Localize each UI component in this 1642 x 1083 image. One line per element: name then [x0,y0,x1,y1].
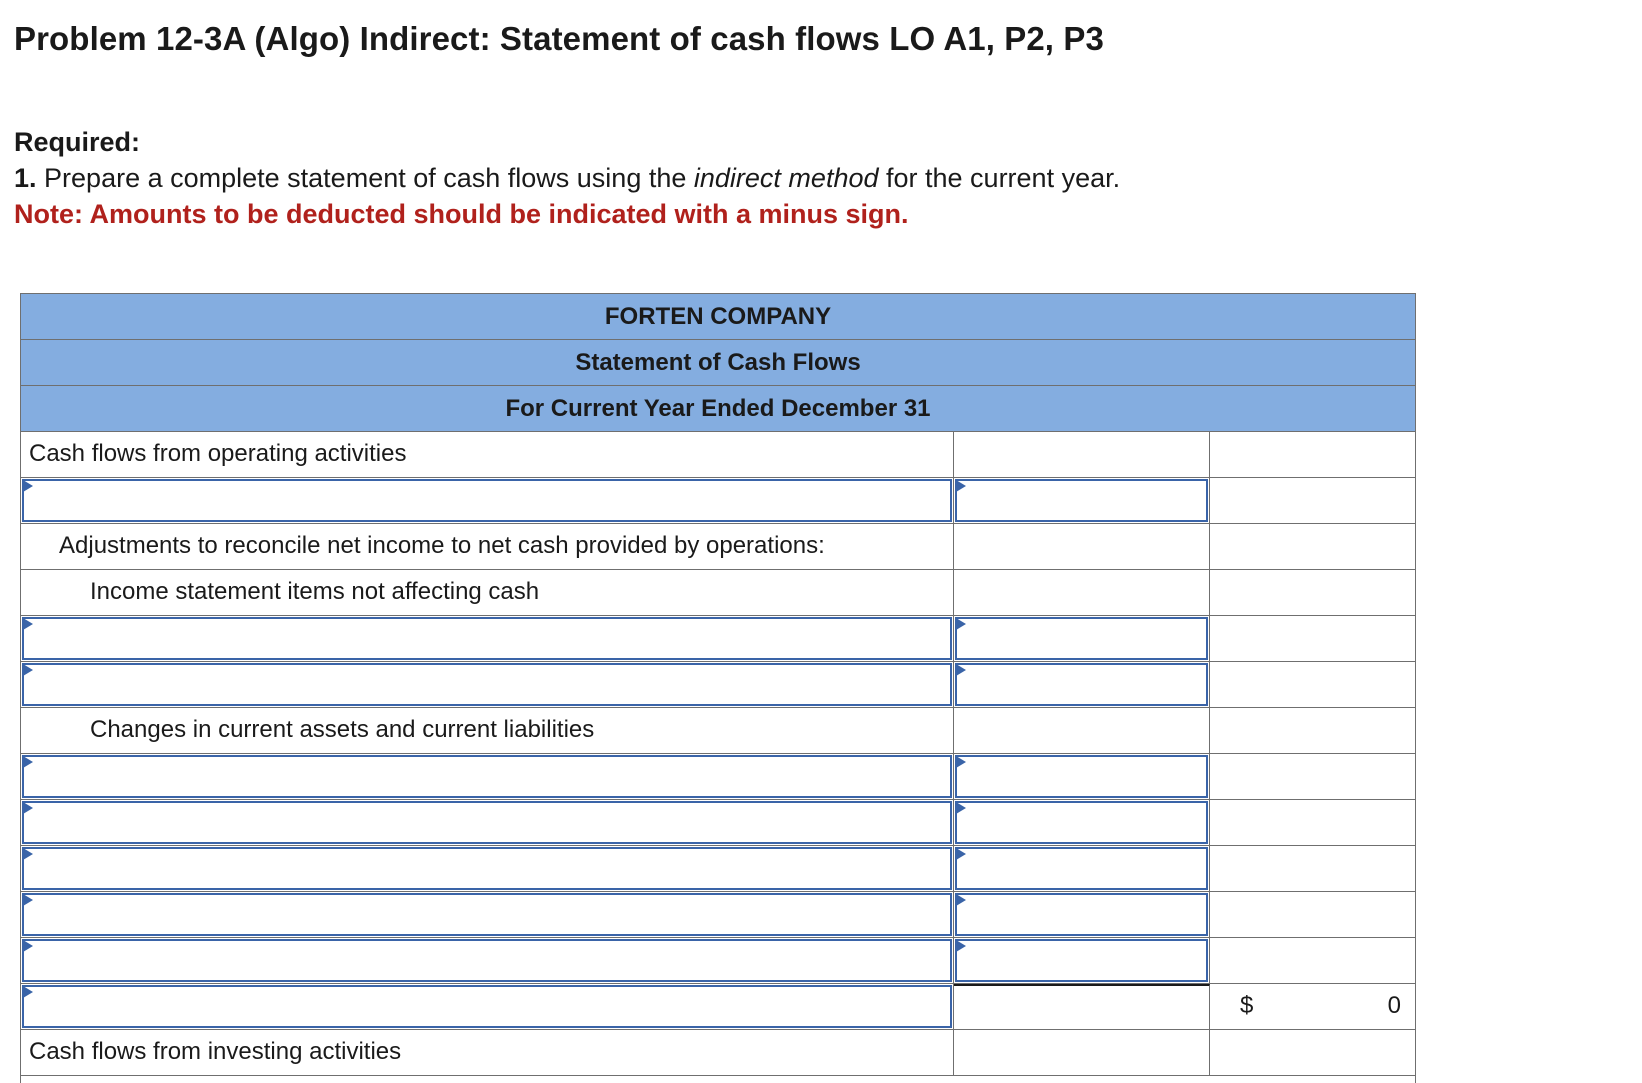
amount-input[interactable] [955,801,1208,844]
row-adjustments-heading [21,524,1415,570]
row-noncash-entry-1 [21,616,1415,662]
amount-cell [954,984,1210,1029]
row-operating-heading [21,432,1415,478]
label-cell [21,662,954,707]
operating-total-value: 0 [1387,992,1401,1019]
amount-cell [954,662,1210,707]
requirement-emphasis: indirect method [693,163,879,193]
amount-input[interactable] [955,479,1208,522]
note-text: Note: Amounts to be deducted should be indicated with a minus sign. [14,199,909,229]
label-cell [21,754,954,799]
requirement-text-end: for the current year. [878,163,1121,193]
label-cell [21,938,954,983]
label-cell [21,892,954,937]
row-noncash-heading [21,570,1415,616]
cash-flow-worksheet [20,293,1416,1083]
total-cell [1210,662,1415,707]
total-cell [1210,478,1415,523]
label-dropdown[interactable] [22,847,952,890]
row-operating-total [21,984,1415,1030]
row-working-capital-entry-3 [21,846,1415,892]
required-heading: Required: [14,127,141,157]
row-investing-heading [21,1030,1415,1076]
statement-name: Statement of Cash Flows [21,340,1415,386]
adjustments-label: Adjustments to reconcile net income to net cash provided by operations: [21,524,954,569]
label-cell [21,478,954,523]
total-cell [1210,892,1415,937]
label-dropdown[interactable] [22,663,952,706]
total-cell [1210,754,1415,799]
requirement-text-start: Prepare a complete statement of cash flows using the [36,163,694,193]
amount-cell [954,524,1210,569]
total-label-dropdown[interactable] [22,985,952,1028]
total-cell [1210,938,1415,983]
operating-total-cell [1210,984,1415,1029]
statement-period: For Current Year Ended December 31 [21,386,1415,432]
total-cell [1210,570,1415,615]
amount-input[interactable] [955,847,1208,890]
row-working-capital-entry-2 [21,800,1415,846]
row-working-capital-entry-4 [21,892,1415,938]
amount-cell [954,892,1210,937]
amount-cell [954,800,1210,845]
amount-cell [954,846,1210,891]
row-net-income [21,478,1415,524]
requirement-number: 1. [14,163,37,193]
working-capital-label: Changes in current assets and current liabilities [21,708,954,753]
noncash-items-label: Income statement items not affecting cash [21,570,954,615]
amount-cell [954,478,1210,523]
operating-activities-label: Cash flows from operating activities [21,432,954,477]
requirement-1 [14,160,1120,196]
row-working-capital-entry-1 [21,754,1415,800]
label-dropdown[interactable] [22,893,952,936]
label-dropdown[interactable] [22,617,952,660]
page-title: Problem 12-3A (Algo) Indirect: Statement of cash flows LO A1, P2, P3 [14,20,1104,57]
label-dropdown[interactable] [22,755,952,798]
label-cell [21,984,954,1029]
amount-input[interactable] [955,755,1208,798]
currency-symbol: $ [1240,992,1254,1019]
label-cell [21,616,954,661]
total-cell [1210,708,1415,753]
amount-cell [954,938,1210,983]
row-noncash-entry-2 [21,662,1415,708]
amount-input[interactable] [955,663,1208,706]
amount-cell [954,708,1210,753]
amount-cell [954,754,1210,799]
label-cell [21,800,954,845]
total-cell [1210,616,1415,661]
label-dropdown[interactable] [22,801,952,844]
total-cell [1210,1030,1415,1075]
label-cell [21,846,954,891]
label-dropdown[interactable] [22,939,952,982]
instructions [14,124,1120,232]
total-cell [1210,800,1415,845]
row-working-capital-heading [21,708,1415,754]
row-working-capital-entry-5 [21,938,1415,984]
company-name: FORTEN COMPANY [21,294,1415,340]
amount-cell [954,616,1210,661]
amount-input[interactable] [955,939,1208,982]
label-dropdown[interactable] [22,479,952,522]
amount-input[interactable] [955,617,1208,660]
total-cell [1210,524,1415,569]
amount-cell [954,570,1210,615]
amount-cell [954,432,1210,477]
amount-input[interactable] [955,893,1208,936]
investing-activities-label: Cash flows from investing activities [21,1030,954,1075]
total-cell [1210,846,1415,891]
amount-cell [954,1030,1210,1075]
total-cell [1210,432,1415,477]
